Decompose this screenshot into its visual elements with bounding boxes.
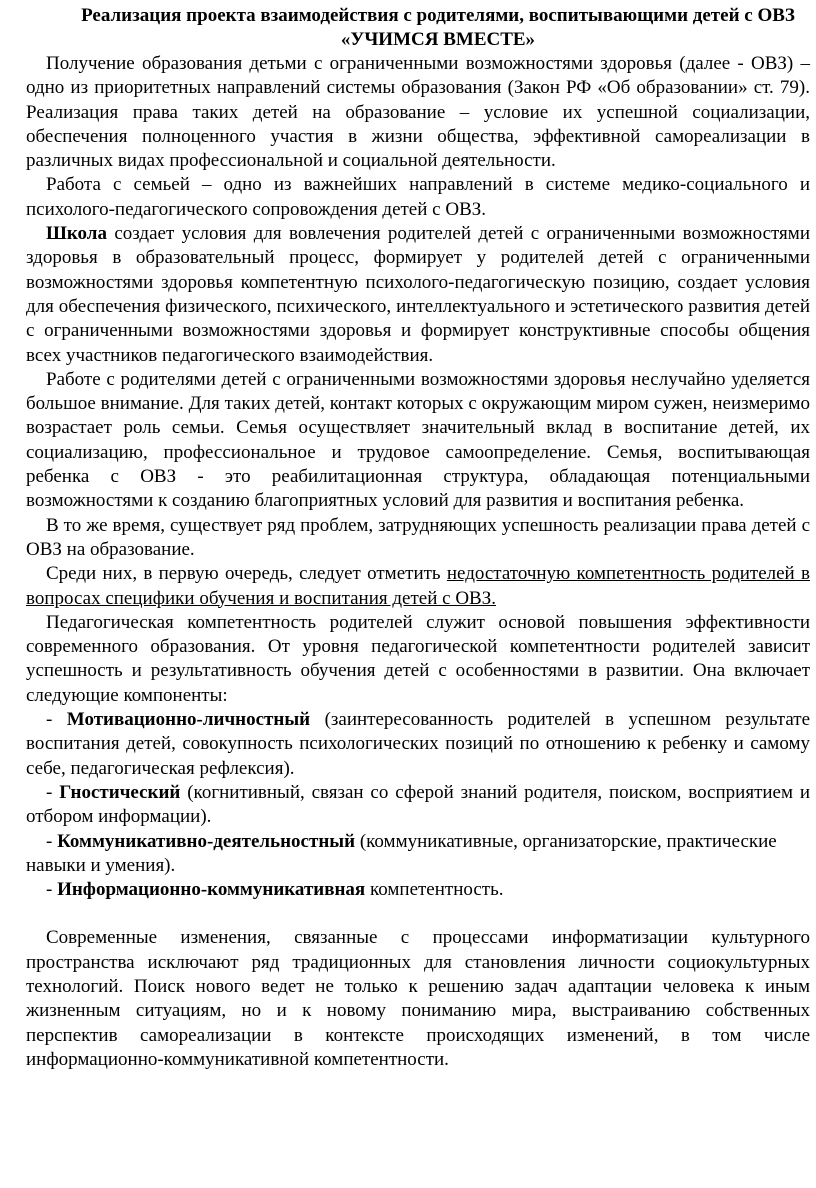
paragraph-modern-changes: Современные изменения, связанные с процессами информатизации культурного пространства исключают ряд традиционных для становления личности социокультурных технологий. Поиск нового ведет не только к решению задач адаптации человека к иным жизненным ситуациям, но и к новому пониманию мира, выстраиванию собственных перспектив самореализации в контексте происходящих изменений, в том числе информационно-коммуникативной компетентности. [26, 927, 810, 1070]
component-communicative-title: Коммуникативно-деятельностный [57, 830, 356, 852]
component-dash: - [46, 879, 58, 901]
component-informational-text: компетентность. [365, 879, 504, 901]
component-motivational-title: Мотивационно-личностный [66, 709, 311, 731]
component-communicative-text: (коммуникативные, организаторские, практические навыки и умения). [26, 830, 777, 876]
component-motivational-text: (заинтересованность родителей в успешном результате воспитания детей, совокупность психологических позиций по отношению к ребенку и самому себе, педагогическая рефлексия). [26, 709, 810, 779]
underlined-competence: недостаточную компетентность родителей в вопросах специфики обучения и воспитания детей с ОВЗ. [26, 563, 810, 609]
paragraph-intro: Получение образования детьми с ограниченными возможностями здоровья (далее - ОВЗ) – одно из приоритетных направлений системы образования (Закон РФ «Об образовании» ст. 79). Реализация права таких детей на образование – условие их успешной социализации, обеспечения полноценного участия в жизни общества, эффективной самореализации в различных видах профессиональной и социальной деятельности. [26, 53, 810, 172]
component-gnostic-title: Гностический [59, 781, 181, 803]
paragraph-school-text: создает условия для вовлечения родителей детей с ограниченными возможностями здоровья в образовательный процесс, формирует у родителей детей с ограниченными возможностями здоровья компетентную психолого-педагогическую позицию, создает условия для обеспечения физического, психического, интеллектуального и эстетического развития детей с ограниченными возможностями здоровья и формирует конструктивные способы общения всех участников педагогического взаимодействия. [26, 223, 810, 366]
component-gnostic [26, 781, 810, 830]
component-informational-title: Информационно-коммуникативная [57, 879, 366, 901]
paragraph-pedagogical-competence: Педагогическая компетентность родителей служит основой повышения эффективности современного образования. От уровня педагогической компетентности родителей зависит успешность и результативность обучения детей с особенностями в развитии. Она включает следующие компоненты: [26, 611, 810, 706]
paragraph-problems: В то же время, существует ряд проблем, затрудняющих успешность реализации права детей с ОВЗ на образование. [26, 514, 810, 560]
paragraph-competence-gap [26, 562, 810, 611]
component-dash: - [46, 830, 58, 852]
title-line-1: Реализация проекта взаимодействия с родителями, воспитывающими детей с ОВЗ [81, 5, 795, 26]
component-communicative [26, 830, 810, 879]
component-dash: - [46, 709, 67, 731]
paragraph-family-work: Работа с семьей – одно из важнейших направлений в системе медико-социального и психолого-педагогического сопровождения детей с ОВЗ. [26, 174, 810, 220]
bold-school: Школа [46, 223, 107, 245]
blank-line [26, 902, 810, 926]
component-dash: - [46, 781, 60, 803]
paragraph-parents-role: Работе с родителями детей с ограниченными возможностями здоровья неслучайно уделяется большое внимание. Для таких детей, контакт которых с окружающим миром сужен, неизмеримо возрастает роль семьи. Семья осуществляет значительный вклад в воспитание детей, их социализацию, профессиональное и трудовое самоопределение. Семья, воспитывающая ребенка с ОВЗ - это реабилитационная структура, обладающая потенциальными возможностями к созданию благоприятных условий для развития и воспитания ребенка. [26, 368, 810, 512]
paragraph-competence-gap-text: Среди них, в первую очередь, следует отметить [46, 563, 447, 585]
document-body [26, 52, 810, 1072]
component-gnostic-text: (когнитивный, связан со сферой знаний родителя, поиском, восприятием и отбором информации). [26, 781, 811, 828]
component-motivational [26, 708, 810, 781]
title-line-2: «УЧИМСЯ ВМЕСТЕ» [340, 29, 536, 50]
component-informational [26, 878, 810, 902]
document-title [26, 4, 810, 52]
paragraph-school [26, 222, 810, 368]
